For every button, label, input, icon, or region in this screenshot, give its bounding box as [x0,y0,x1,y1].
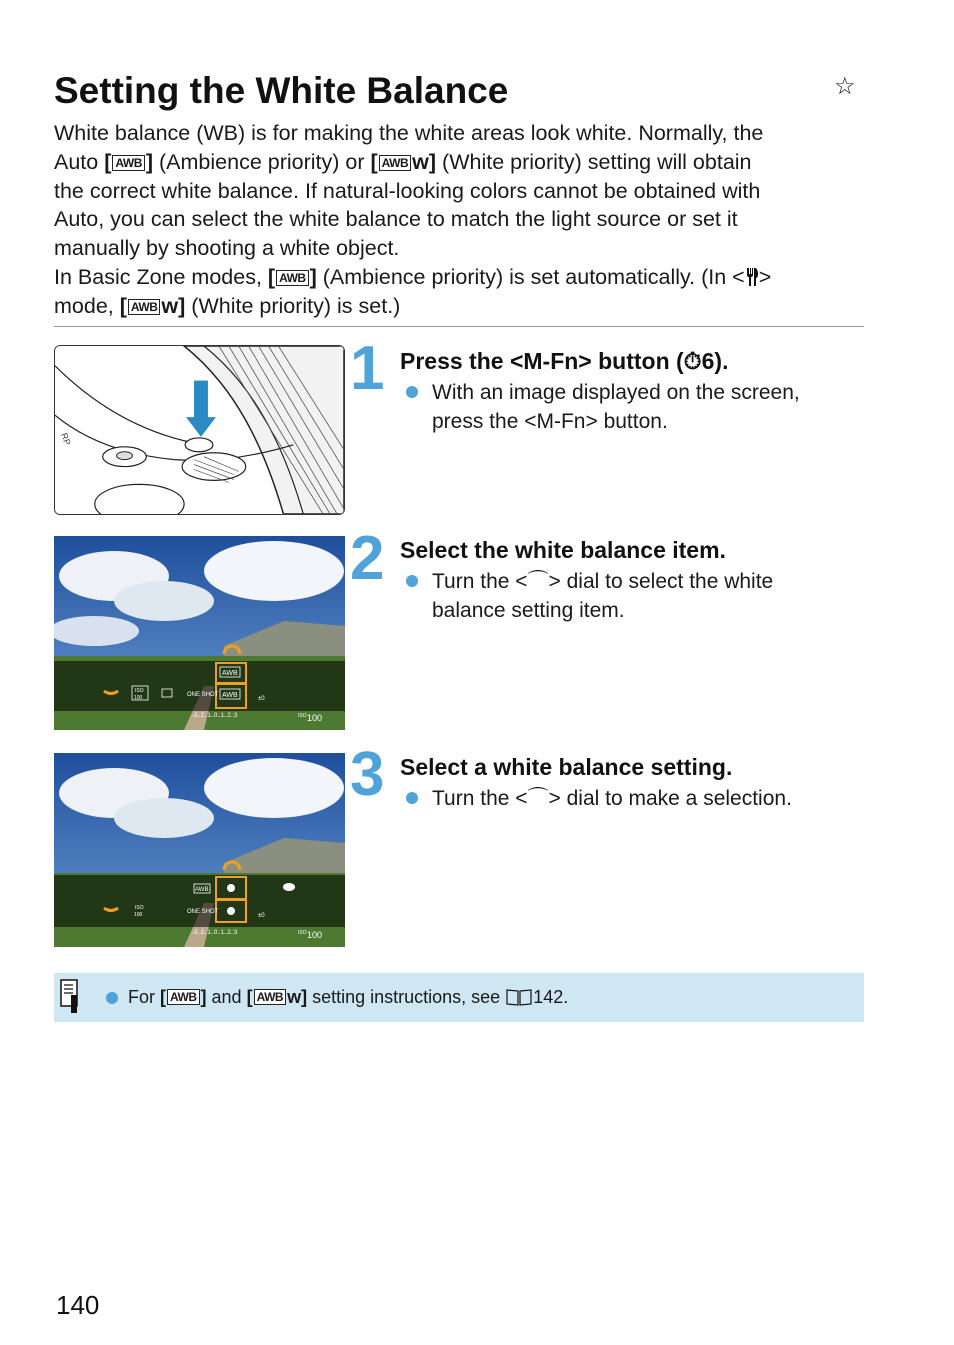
awb-icon: AWB [167,989,200,1005]
step-title: Select a white balance setting. [400,754,733,780]
step-bullet: Turn the <⌒> dial to select the white balance setting item. [406,567,866,625]
wb-setting-screen [54,753,345,947]
screen-awb-label: AWB [222,692,238,699]
awb-white-icon: AWB [128,299,161,315]
bullet-dot-icon [406,792,418,804]
camera-mfn-button-illustration [54,345,345,515]
page-title: Setting the White Balance [54,70,509,111]
screen-one-shot: ONE SHOT [187,692,219,698]
step-bullet: Turn the <⌒> dial to make a selection. [406,784,866,813]
section-divider [54,326,864,327]
svg-text:RP: RP [59,431,73,447]
screen-iso-label: ISO [135,905,144,911]
book-reference-icon [505,988,533,1006]
bullet-dot-icon [406,575,418,587]
screen-awb-label: AWB [222,670,238,677]
step-number: 3 [350,740,385,809]
awb-white-icon: AWB [254,989,287,1005]
page-number: 140 [56,1290,100,1320]
screen-iso-label: ISO [298,930,307,936]
screen-iso-value: 100 [307,713,323,723]
fork-knife-icon [745,267,759,287]
screen-comp: ±0 [258,696,265,702]
screen-iso-label: ISO [135,688,144,694]
awb-icon: AWB [112,155,145,171]
screen-iso-value: 100 [307,930,323,940]
step-title: Press the <M-Fn> button (⏱6). [400,348,729,374]
bullet-dot-icon [406,386,418,398]
awb-icon: AWB [276,270,309,286]
screen-comp: ±0 [258,913,265,919]
step-bullet: With an image displayed on the screen, press the <M-Fn> button. [406,378,866,436]
screen-awb-label: AWB [195,887,209,893]
step-title: Select the white balance item. [400,537,726,563]
bullet-dot-icon [106,992,118,1004]
screen-iso-value: 100 [134,695,143,701]
memo-icon [60,979,82,1015]
wb-item-screen [54,536,345,730]
screen-exposure-scale: -3..2..1..0..1..2.:3 [192,713,238,719]
screen-one-shot: ONE SHOT [187,909,219,915]
screen-iso-label: ISO [298,713,307,719]
step-number: 2 [350,524,385,593]
page-reference-link[interactable]: 142. [533,987,569,1007]
step-number: 1 [350,334,385,403]
awb-white-icon: AWB [379,155,412,171]
screen-exposure-scale: -3..2..1..0..1..2.:3 [192,930,238,936]
note-box: For [ AWB ] and [ AWB w] setting instructions, see 142. [54,973,864,1022]
difficulty-star-icon: ☆ [834,73,856,100]
intro-paragraph: White balance (WB) is for making the white areas look white. Normally, the Auto [ AWB ] (Ambience priority) or [ AWB w] (White priority) setting will obtain the correct white balance. If natural-looking colors cannot be obtained with Auto, you can select the white balance to match the light source or set it manually by shooting a white object. In Basic Zone modes, [ AWB ] (Ambience priority) is set automatically. (In < > mode, [ AWB w] (White priority) is set.) [54,121,772,318]
screen-iso-value: 100 [134,912,143,918]
